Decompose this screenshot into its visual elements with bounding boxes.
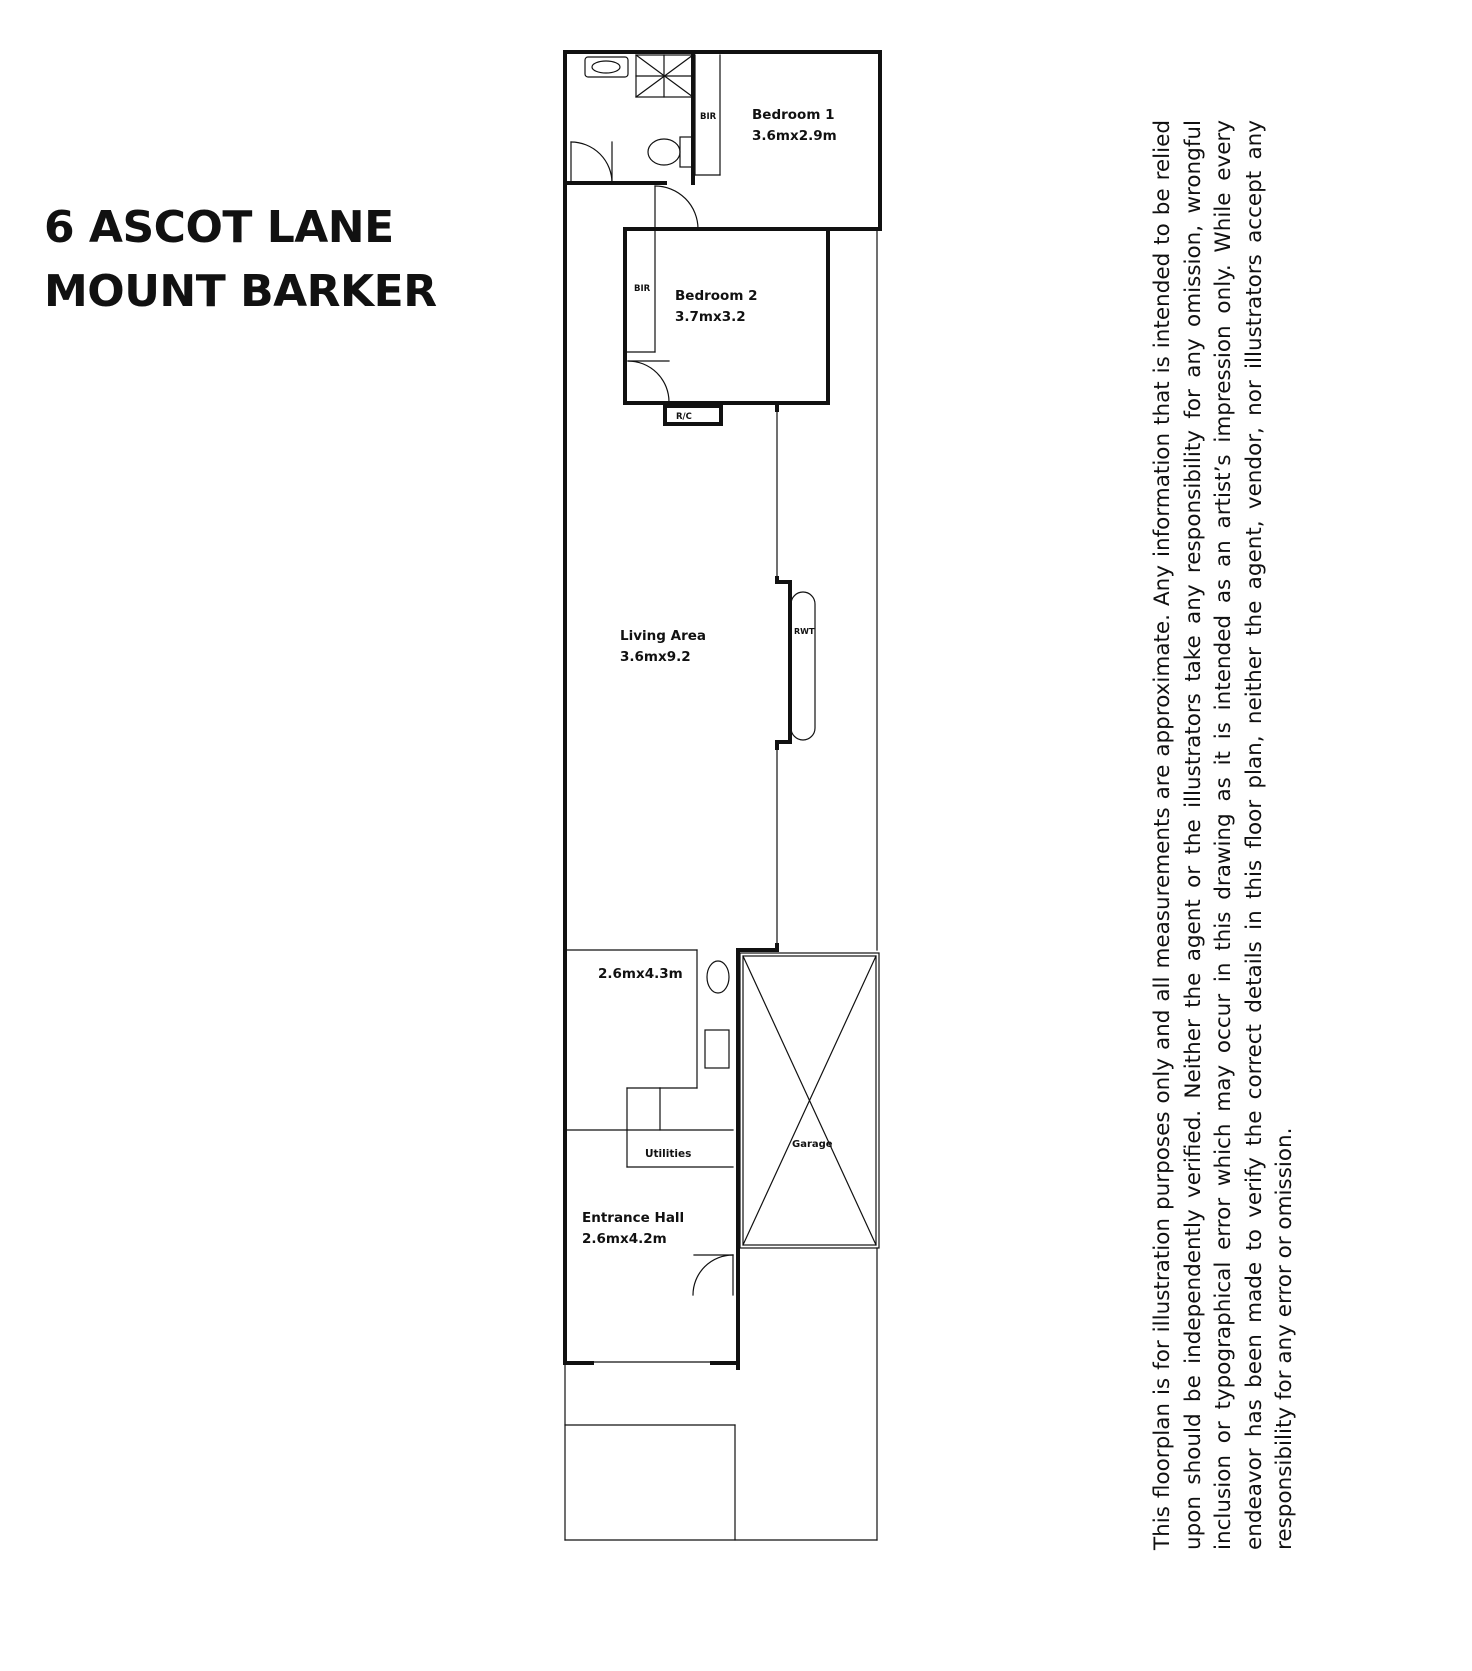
rwt-label: RWT xyxy=(794,627,815,636)
entrance-hall-size: 2.6mx4.2m xyxy=(582,1231,667,1247)
exterior-walls xyxy=(565,52,880,1368)
bir2-label: BIR xyxy=(634,284,651,294)
kitchen-size: 2.6mx4.3m xyxy=(598,966,683,982)
bedroom1-size: 3.6mx2.9m xyxy=(752,128,837,144)
disclaimer-text: This floorplan is for illustration purposes only and all measurements are approximate. Any information that is intended to be relied upon should be independently verified. Neither the agent or the illustrators take any responsibility for any omission, wrongful inclusion or typographical error which may occur in this drawing as it is intended as an artist’s impression only. While every endeavor has been made to verify the correct details in this floor plan, neither the agent, vendor, nor illustrators accept any responsibility for any error or omission. xyxy=(1150,120,1297,1550)
utilities-label: Utilities xyxy=(645,1148,692,1160)
garage-label: Garage xyxy=(792,1139,833,1150)
rc-label: R/C xyxy=(676,412,692,422)
address-street: 6 ASCOT LANE xyxy=(44,202,394,253)
bir1-label: BIR xyxy=(700,112,717,122)
garage-outline xyxy=(740,953,879,1248)
disclaimer-container xyxy=(1148,120,1297,1550)
entrance-hall-name: Entrance Hall xyxy=(582,1210,685,1226)
fixtures xyxy=(585,57,815,1068)
bedroom2-size: 3.7mx3.2 xyxy=(675,309,746,325)
thin-outlines xyxy=(565,55,877,1540)
bedroom1-name: Bedroom 1 xyxy=(752,107,835,123)
bedroom2-name: Bedroom 2 xyxy=(675,288,758,304)
address-suburb: MOUNT BARKER xyxy=(44,266,437,317)
living-area-size: 3.6mx9.2 xyxy=(620,649,691,665)
living-area-name: Living Area xyxy=(620,628,707,644)
